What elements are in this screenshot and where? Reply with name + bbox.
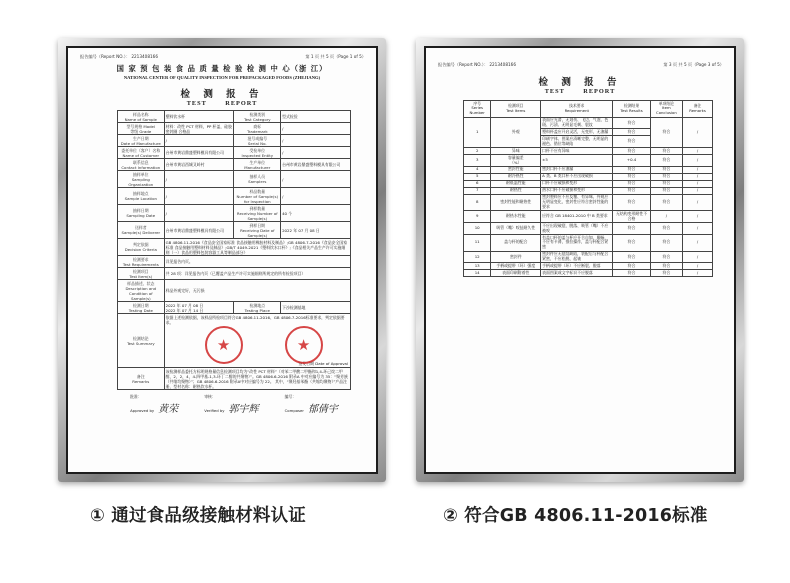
results-row bbox=[464, 270, 713, 277]
form-value: 台州市黄岩鼎盛塑料模具有限公司 bbox=[164, 147, 234, 159]
remark: / bbox=[683, 117, 713, 148]
item-conclusion: 符合 bbox=[650, 270, 682, 277]
requirement: 密封口杯不应渗漏 bbox=[541, 166, 613, 173]
form-label: 批号或编号 Serial No. bbox=[234, 135, 281, 147]
serial-number: 4 bbox=[464, 166, 491, 173]
requirements-text: 详见报告内页。 bbox=[164, 256, 350, 268]
remark: / bbox=[683, 194, 713, 211]
form-label: 抽样单位 Sampling Organization bbox=[118, 171, 165, 188]
right-certificate-frame bbox=[416, 38, 744, 482]
left-org-cn: 国 家 预 包 装 食 品 质 量 检 验 检 测 中 心（浙 江） bbox=[116, 64, 328, 73]
form-label: 到样数量 Receiving Number of Sample(s) bbox=[234, 205, 281, 222]
item-conclusion: 符合 bbox=[650, 117, 682, 148]
item-conclusion: 符合 bbox=[650, 187, 682, 194]
left-report-form bbox=[117, 110, 351, 390]
signature-row bbox=[117, 394, 351, 415]
requirement: 手柄或提带（环）不应断裂、脱落 bbox=[541, 263, 613, 270]
results-row bbox=[464, 173, 713, 180]
results-column-header: 检测项目 Test Items bbox=[491, 101, 541, 118]
left-form-row bbox=[118, 159, 351, 171]
summary-cell bbox=[164, 314, 350, 368]
inspection-stamp-icon: ★ bbox=[205, 326, 243, 364]
test-item: 耐热性 bbox=[491, 187, 541, 194]
results-row bbox=[464, 263, 713, 270]
form-value: 台州市黄岩鼎盛塑料模具有限公司 bbox=[281, 159, 351, 171]
remark: / bbox=[683, 148, 713, 155]
item-conclusion: 符合 bbox=[650, 223, 682, 235]
requirement: A 类、B 类口杯不应出现破损 bbox=[541, 173, 613, 180]
results-row bbox=[464, 148, 713, 155]
form-value: 40 个 bbox=[281, 205, 351, 222]
serial-number: 10 bbox=[464, 223, 491, 235]
item-conclusion: 符合 bbox=[650, 173, 682, 180]
test-item: 表面印刷附着性 bbox=[491, 270, 541, 277]
serial-number: 13 bbox=[464, 263, 491, 270]
test-result: 无结构变形耐性不合格 bbox=[613, 211, 650, 223]
left-report-number: 报告编号（Report NO.）： 2213408166 bbox=[80, 54, 158, 59]
state-label: 样品描述、状态 Description and Condition of Sample(s) bbox=[118, 280, 165, 302]
test-item: 外观 bbox=[491, 117, 541, 148]
right-report-number: 报告编号（Report NO.）： 2213408166 bbox=[438, 62, 516, 67]
left-form-row bbox=[118, 123, 351, 135]
summary-text: 依据上述检测依据，该样品所检项目符合GB 4806.11-2016、GB 4806.7-2016标准要求，判定依据要求。 bbox=[165, 314, 345, 325]
test-result: 符合 bbox=[613, 129, 650, 136]
place-text: 下沙检测基地 bbox=[281, 302, 351, 314]
test-result: 符合 bbox=[613, 148, 650, 155]
results-row bbox=[464, 187, 713, 194]
results-row bbox=[464, 180, 713, 187]
form-value: / bbox=[164, 171, 234, 188]
test-item: 盖与杯的配合 bbox=[491, 234, 541, 251]
remark: / bbox=[683, 155, 713, 167]
issue-date-label: 签发日期 Date of Approval bbox=[298, 361, 348, 366]
left-title-cn: 检 测 报 告 bbox=[180, 89, 264, 100]
form-label: 生产日期 Date of Manufacture bbox=[118, 135, 165, 147]
left-title-en: TEST REPORT bbox=[186, 100, 258, 107]
form-value: / bbox=[164, 205, 234, 222]
item-conclusion: / bbox=[650, 211, 682, 223]
test-result: 符合 bbox=[613, 180, 650, 187]
item-conclusion: 符合 bbox=[650, 234, 682, 251]
remark: / bbox=[683, 251, 713, 263]
test-item: 吸管（嘴）咬扯耐久性 bbox=[491, 223, 541, 235]
form-value: 材料：改性 PCT 材料，PP 杯盖，硅胶密封圈 合格品 bbox=[165, 123, 233, 134]
item-conclusion: 符合 bbox=[650, 251, 682, 263]
form-label: 样品名称 Name of Sample bbox=[118, 111, 165, 123]
criteria-label: 判定依据 Decision Criteria bbox=[118, 239, 165, 256]
serial-number: 8 bbox=[464, 194, 491, 211]
results-row bbox=[464, 155, 713, 167]
right-title-cn: 检 测 报 告 bbox=[538, 77, 622, 88]
form-label: 型号规格 Model 等级 Grade bbox=[118, 123, 165, 135]
remark: / bbox=[683, 180, 713, 187]
requirement: 口杯不应有异味 bbox=[541, 148, 613, 155]
form-value: 台州市黄岩鼎盛塑料模具有限公司 bbox=[164, 222, 234, 239]
verifier-signature: 审核： Verified by 郭宇辉 bbox=[204, 394, 259, 415]
serial-number: 1 bbox=[464, 117, 491, 148]
right-page-indicator: 第 3 页 共 5 页（Page 3 of 5） bbox=[663, 62, 724, 67]
left-form-row bbox=[118, 188, 351, 205]
test-date-text: 2022 年 07 月 08 日 2022 年 07 月 14 日 bbox=[164, 302, 234, 314]
results-column-header: 技术要求 Requirement bbox=[541, 101, 613, 118]
item-conclusion: 符合 bbox=[650, 263, 682, 270]
test-item: 耐低温性能 bbox=[491, 180, 541, 187]
test-result: +0.4 bbox=[613, 155, 650, 167]
test-item: 耐热水性能 bbox=[491, 211, 541, 223]
left-form-row bbox=[118, 135, 351, 147]
serial-number: 9 bbox=[464, 211, 491, 223]
remark: / bbox=[683, 211, 713, 223]
test-seal-stamp-icon: ★ bbox=[285, 326, 323, 364]
results-row bbox=[464, 166, 713, 173]
test-date-label: 检测日期 Testing Date bbox=[118, 302, 165, 314]
left-page-indicator: 第 1 页 共 5 页（Page 1 of 5） bbox=[305, 54, 366, 59]
form-label: 商标 Trademark bbox=[234, 123, 281, 135]
form-label: 生产单位 Manufacturer bbox=[234, 159, 281, 171]
form-label: 联系信息 Contact Information bbox=[118, 159, 165, 171]
test-result: 符合 bbox=[613, 187, 650, 194]
remark: / bbox=[683, 263, 713, 270]
form-value: / bbox=[281, 123, 351, 135]
requirement: 印刷字体、图案应清晰完整，无明显的褪色、错位等缺陷 bbox=[541, 136, 613, 148]
form-value: / bbox=[281, 171, 351, 188]
left-form-row bbox=[118, 147, 351, 159]
composer-signature: 编写： Composer 郁倩宇 bbox=[284, 394, 338, 415]
form-label: 受检单位 Inspected Entity bbox=[234, 147, 281, 159]
serial-number: 6 bbox=[464, 180, 491, 187]
remarks-text: 该检测样品委托方标明规格量信息检测项目均为“改性 PCT 材料”（对苯二甲酸二甲酯和1,4-环己烷二甲醇，2，2，4，4-四甲基-1,3-环丁二醇的共聚物）”。GB 4806.6-2016 附录A 中对应编号为 35：“聚芳族（共缩均聚物）”；GB 4806.6-2016 附录A中对应编号为 22。 其中，“聚羟基苯酯（共缩均聚物）”产品注册，型材名称：耐热饮水杯。 bbox=[164, 368, 350, 390]
form-label: 抽样人员 Samplers bbox=[234, 171, 281, 188]
requirement: 应符合 GB 18401-2010 中 B 类要求 bbox=[541, 211, 613, 223]
test-item: 密封件 bbox=[491, 251, 541, 263]
results-row bbox=[464, 117, 713, 129]
test-item: 异味 bbox=[491, 148, 541, 155]
item-conclusion: 符合 bbox=[650, 166, 682, 173]
results-column-header: 检测结果 Test Results bbox=[613, 101, 650, 118]
form-value: / bbox=[164, 188, 234, 205]
serial-number: 14 bbox=[464, 270, 491, 277]
test-item: 容量偏差 （%） bbox=[491, 155, 541, 167]
remark: / bbox=[683, 187, 713, 194]
place-label: 检测地点 Testing Place bbox=[234, 302, 281, 314]
form-label: 样品数量 Number of Sample(s) for Inspection bbox=[234, 188, 281, 205]
requirement: 口杯不应破损和变形 bbox=[541, 180, 613, 187]
form-label: 委托单位（客户）名称 Name of Customer bbox=[118, 147, 165, 159]
form-value: 2022 年 07 月 08 日 bbox=[281, 222, 351, 239]
serial-number: 3 bbox=[464, 155, 491, 167]
test-result: 符合 bbox=[613, 263, 650, 270]
remark: / bbox=[683, 223, 713, 235]
test-item: 密封性能 bbox=[491, 166, 541, 173]
test-item: 手柄或提带（环）强度 bbox=[491, 263, 541, 270]
test-result: 符合 bbox=[613, 251, 650, 263]
requirement: 塑料杯盖应开启灵活，无变形，无渗漏 bbox=[541, 129, 613, 136]
left-frame-border bbox=[66, 46, 378, 474]
serial-number: 5 bbox=[464, 173, 491, 180]
right-title-en: TEST REPORT bbox=[544, 88, 616, 95]
requirement: 表面图案或文字标识不应脱落 bbox=[541, 270, 613, 277]
serial-number: 11 bbox=[464, 234, 491, 251]
test-result: 符合 bbox=[613, 173, 650, 180]
requirement: 有盖口杯的盖与杯应开合自如，顺畅，不应有卡滞，推拉操作，盖与杯配合紧密 bbox=[541, 234, 613, 251]
results-row bbox=[464, 194, 713, 211]
right-test-report bbox=[426, 48, 734, 472]
test-item: 密封性能和耐热性 bbox=[491, 194, 541, 211]
results-table bbox=[463, 100, 713, 277]
form-value: 台州市黄岩西城叉岭村 bbox=[164, 159, 234, 171]
results-column-header: 备注 Remarks bbox=[683, 101, 713, 118]
item-conclusion: 符合 bbox=[650, 194, 682, 211]
remark: / bbox=[683, 173, 713, 180]
summary-label: 检测结论 Test Summary bbox=[118, 314, 165, 368]
results-row bbox=[464, 223, 713, 235]
caption-food-grade-certification: ① 通过食品级接触材料认证 bbox=[90, 506, 307, 526]
form-value: 塑料饮水杯 bbox=[164, 111, 234, 123]
right-frame-border bbox=[424, 46, 736, 474]
left-report-header bbox=[68, 48, 376, 60]
form-value: / bbox=[164, 135, 234, 147]
requirement: 不应出现破裂、脱落、吸管（嘴）不应被咬 bbox=[541, 223, 613, 235]
item-conclusion: 符合 bbox=[650, 155, 682, 167]
requirement: 密封件应无裂纹缺陷，装配后与杯配合紧密，不应松脱、起皱 bbox=[541, 251, 613, 263]
left-form-row bbox=[118, 222, 351, 239]
serial-number: 2 bbox=[464, 148, 491, 155]
remark: / bbox=[683, 234, 713, 251]
remark: / bbox=[683, 166, 713, 173]
right-report-header bbox=[426, 48, 734, 68]
caption-gb-standard-compliance: ② 符合GB 4806.11-2016标准 bbox=[443, 506, 708, 526]
test-result: 符合 bbox=[613, 234, 650, 251]
requirement: ±5 bbox=[541, 155, 613, 167]
requirements-label: 检测要求 Test Requirements bbox=[118, 256, 165, 268]
form-label: 送样者 Sample(s) Deliverer bbox=[118, 222, 165, 239]
test-result: 符合 bbox=[613, 223, 650, 235]
criteria-text: GB 4806.11-2016《食品安全国家标准 食品接触用橡胶材料及制品》;GB 4806.7-2016《食品安全国家标准 食品接触用塑料材料及制品》;GB/T 4049-2021《塑料饮水口杯》;《食品相关产品生产许可实施细则（一）食品用塑料包装容器工具等制品部分》 bbox=[164, 239, 350, 256]
results-column-header: 序号 Series Number bbox=[464, 101, 491, 118]
left-form-row bbox=[118, 205, 351, 222]
form-value: / bbox=[281, 147, 351, 159]
remark: / bbox=[683, 270, 713, 277]
form-label: 抽样日期 Sampling Date bbox=[118, 205, 165, 222]
items-text: 共 28 项：详见报告内页（已覆盖产品生产许可实施细则所规定的所有检验项目） bbox=[164, 268, 350, 280]
left-form-row bbox=[118, 111, 351, 123]
item-conclusion: 符合 bbox=[650, 148, 682, 155]
form-value: / bbox=[281, 188, 351, 205]
results-row bbox=[464, 251, 713, 263]
left-org-en: NATIONAL CENTER OF QUALITY INSPECTION FOR PREPACKAGED FOODS (ZHEJIANG) bbox=[123, 75, 321, 80]
requirement: 表面应光滑，无划伤、飞边、气泡、色斑、污渍、无明显毛刺、裂纹 bbox=[541, 117, 613, 129]
requirement: 热水口杯不应破损和变形 bbox=[541, 187, 613, 194]
results-column-header: 单项结论 Item Conclusion bbox=[650, 101, 682, 118]
requirement: 密封塑料应不应反覆、有异味、外观应无明显变化，密封性应符合密封性能的要求 bbox=[541, 194, 613, 211]
serial-number: 7 bbox=[464, 187, 491, 194]
form-label: 到样日期 Receiving Date of Sample(s) bbox=[234, 222, 281, 239]
form-label: 抽样地点 Sample Location bbox=[118, 188, 165, 205]
form-value: / bbox=[281, 135, 351, 147]
form-value: 型式检验 bbox=[281, 111, 351, 123]
test-result: 符合 bbox=[613, 166, 650, 173]
results-row bbox=[464, 234, 713, 251]
items-label: 检测项目 Test Item(s) bbox=[118, 268, 165, 280]
item-conclusion: 符合 bbox=[650, 180, 682, 187]
test-result: 符合 bbox=[613, 270, 650, 277]
remarks-label: 备注 Remarks bbox=[118, 368, 165, 390]
state-text: 样品外观完好，无污损 bbox=[164, 280, 350, 302]
left-test-report bbox=[68, 48, 376, 472]
test-result: 符合 bbox=[613, 136, 650, 148]
serial-number: 12 bbox=[464, 251, 491, 263]
left-form-row bbox=[118, 171, 351, 188]
approver-signature: 批准： Approved by 黄荣 bbox=[130, 394, 179, 415]
test-result: 符合 bbox=[613, 117, 650, 129]
left-certificate-frame bbox=[58, 38, 386, 482]
form-label: 检测类别 Test Category bbox=[234, 111, 281, 123]
test-result: 符合 bbox=[613, 194, 650, 211]
results-row bbox=[464, 211, 713, 223]
test-item: 耐冷热性 bbox=[491, 173, 541, 180]
